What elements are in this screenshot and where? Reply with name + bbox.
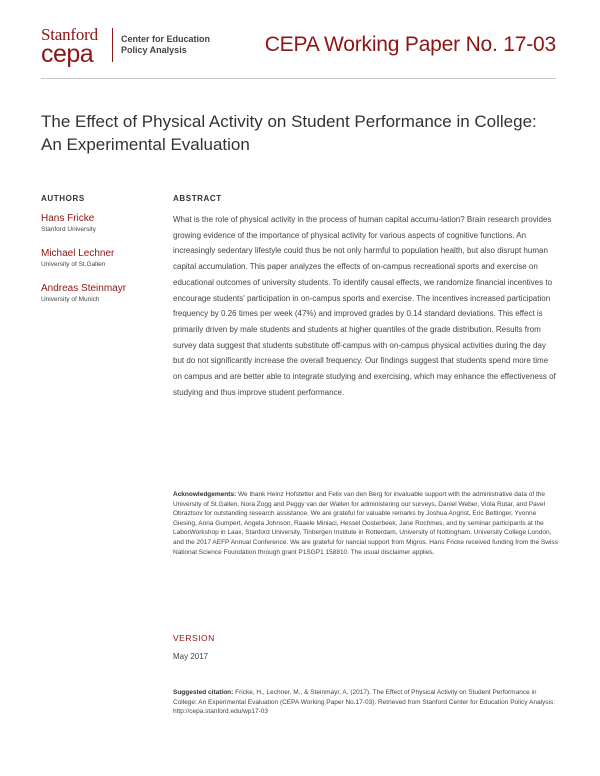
header-rule	[41, 78, 556, 79]
acknowledgements	[173, 490, 559, 557]
author-name[interactable]: Hans Fricke	[41, 213, 95, 224]
author-item	[41, 247, 166, 270]
stanford-cepa-logo	[41, 25, 105, 68]
suggested-citation	[173, 688, 559, 717]
author-item	[41, 282, 166, 305]
author-affiliation: University of St.Gallen	[41, 261, 106, 268]
acknowledgements-text: We thank Heinz Hofstetter and Felix van den Berg for invaluable support with the administrative data of the University of St.Gallen, Nora Zogg and Peggy van der Wallen for administering our surveys, Daniel Weber, Viola Rutar, and Pavel Obraztsov for outstanding research assistance. We are grateful for valuable remarks by Joshua Angrist, Eric Bettinger, Yvonne Giesing, Anna Gumpert, Angela Johnson, Raaele Miniaci, Hessel Oosterbeek, Jane Rochmes, and by seminar participants at the LaborWorkshop in Laax, Stanford University, Tinbergen Institute in Rotterdam, University of Nottingham, University College London, and the 2017 AEFP Annual Conference. We are grateful for nancial support from Migros. Hans Fricke received funding from the Swiss National Science Foundation through grant P1SGP1 158810. The usual disclaimer applies.	[173, 491, 558, 556]
authors-heading: AUTHORS	[41, 194, 85, 203]
abstract-text: What is the role of physical activity in the process of human capital accumu-lation? Brain research provides growing evidence of the importance of physical activity for various aspects of cognitive functions. An increasingly sedentary lifestyle could thus be not only harmful to population health, but also disrupt human capital accumulation. This paper analyzes the effects of on-campus recreational sports and exercise on educational outcomes of university students. To identify causal effects, we randomize financial incentives to encourage students' participation in on-campus sports and exercise. The incentives increased participation frequency by 0.26 times per week (47%) and improved grades by 0.14 standard deviations. This effect is primarily driven by male students and students at higher quantiles of the grade distribution. Results from survey data suggest that students substitute off-campus with on-campus physical activities during the day but do not significantly increase the overall frequency. Our findings suggest that students spend more time on campus and are better able to integrate studying and exercising, which may enhance the effectiveness of studying and thus improve student performance.	[173, 215, 556, 397]
citation-text: Fricke, H., Lechner, M., & Steinmayr, A. (2017). The Effect of Physical Activity on Student Performance in College: An Experimental Evaluation (CEPA Working Paper No.17-03). Retrieved from Stanford Center for Education Policy Analysis: http://cepa.stanford.edu/wp17-03	[173, 689, 556, 716]
center-name	[121, 34, 241, 56]
center-name-line1: Center for Education	[121, 34, 211, 44]
abstract-heading: ABSTRACT	[173, 194, 222, 203]
author-item	[41, 212, 166, 235]
author-affiliation: Stanford University	[41, 226, 96, 233]
author-affiliation: University of Munich	[41, 296, 100, 303]
logo-cepa-wordmark: cepa	[41, 40, 94, 68]
author-name[interactable]: Andreas Steinmayr	[41, 283, 127, 294]
acknowledgements-label: Acknowledgements:	[173, 491, 237, 498]
authors-list	[41, 212, 166, 317]
version-heading: VERSION	[173, 633, 215, 643]
logo-divider	[112, 28, 113, 62]
working-paper-number: CEPA Working Paper No. 17-03	[264, 33, 556, 56]
paper-title-line2: An Experimental Evaluation	[41, 135, 250, 154]
author-name[interactable]: Michael Lechner	[41, 248, 115, 259]
citation-label: Suggested citation:	[173, 689, 234, 696]
center-name-line2: Policy Analysis	[121, 45, 187, 55]
paper-title	[41, 110, 561, 156]
paper-title-line1: The Effect of Physical Activity on Student Performance in College:	[41, 112, 537, 131]
version-date: May 2017	[173, 652, 209, 661]
logo-stanford-wordmark: Stanford	[41, 25, 98, 44]
